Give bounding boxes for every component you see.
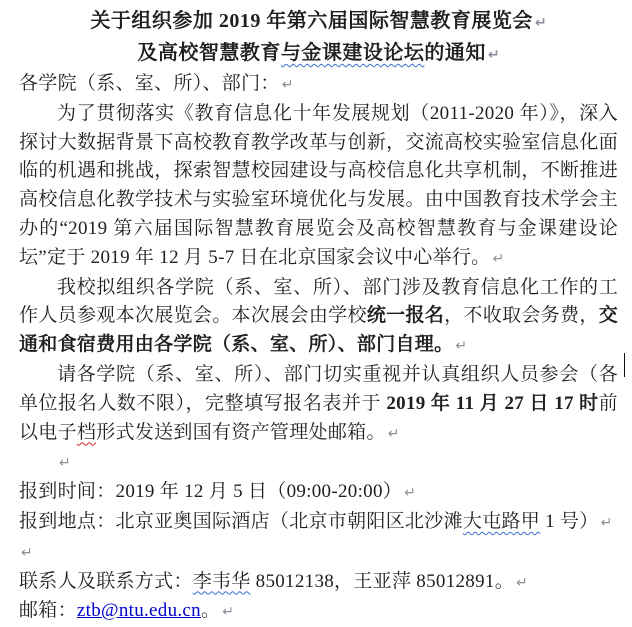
empty-paragraph — [19, 448, 618, 478]
policy-bold-expenses: 交通和食宿费用由各学院（系、室、所）、部门自理。 — [19, 305, 619, 356]
policy-text-2: ，不收取会务费， — [444, 305, 599, 327]
spellcheck-flagged-name: 李韦华 — [192, 570, 251, 592]
paragraph-mark-icon: ↵ — [281, 77, 294, 93]
title-text-2-post: 的通知 — [424, 42, 486, 64]
email-label: 邮箱： — [19, 600, 77, 622]
spellcheck-flagged-text: 与金课建设论坛 — [280, 42, 425, 64]
policy-bold-unified-signup: 统一报名 — [366, 305, 445, 327]
paragraph-mark-icon: ↵ — [600, 514, 613, 531]
paragraph-mark-icon: ↵ — [222, 604, 235, 621]
paragraph-mark-icon: ↵ — [487, 47, 500, 63]
paragraph-intro — [19, 100, 618, 274]
checkin-time-line — [19, 478, 618, 508]
checkin-place-line — [19, 508, 618, 538]
title-text-1: 关于组织参加 2019 年第六届国际智慧教育展览会 — [90, 10, 533, 32]
deadline-text-1: 请各学院（系、室、所）、部门切实重视并认真组织人员参会（各单位报名人数不限），完整填写报名表并于 — [19, 363, 618, 414]
checkin-time-value: 2019 年 12 月 5 日（09:00-20:00） — [115, 481, 403, 503]
document-title-line-1 — [19, 6, 618, 38]
checkin-place-text-post: 1 号） — [540, 510, 599, 532]
contact-numbers: 85012138，王亚萍 85012891。 — [250, 570, 515, 592]
title-text-2-pre: 及高校智慧教育 — [137, 42, 281, 64]
document-title-line-2 — [19, 38, 618, 70]
paragraph-mark-icon: ↵ — [21, 544, 33, 561]
paragraph-deadline — [19, 361, 618, 448]
checkin-time-label: 报到时间： — [19, 481, 116, 503]
email-link[interactable]: ztb@ntu.edu.cn — [76, 600, 201, 622]
text-cursor — [624, 353, 625, 377]
deadline-text-2: 前以电子 — [19, 392, 618, 443]
deadline-bold-date: 2019 年 11 月 27 日 17 时 — [386, 392, 599, 414]
paragraph-mark-icon: ↵ — [492, 250, 505, 267]
email-suffix: 。 — [200, 600, 221, 622]
salutation-line — [19, 70, 618, 100]
paragraph-mark-icon: ↵ — [534, 15, 547, 31]
paragraph-mark-icon: ↵ — [455, 338, 468, 355]
paragraph-mark-icon: ↵ — [516, 574, 528, 591]
contact-label: 联系人及联系方式： — [19, 570, 193, 592]
checkin-place-text: 报到地点：北京亚奥国际酒店（北京市朝阳区北沙滩 — [19, 510, 463, 532]
paragraph-registration-policy — [19, 274, 618, 361]
empty-paragraph — [19, 538, 618, 568]
paragraph-mark-icon: ↵ — [404, 485, 416, 502]
paragraph-intro-text: 为了贯彻落实《教育信息化十年发展规划（2011-2020 年）》，深入探讨大数据背景下高校教育教学改革与创新，交流高校实验室信息化面临的机遇和挑战，探索智慧校园建设与高校信息化共享机制，不断推进高校信息化教学技术与实验室环境优化与发展。由中国教育技术学会主办的“2019 第六届国际智慧教育展览会及高校智慧教育与金课建设论坛”定于 2019 年 12 月 5-7 日在北京国家会议中心举行。 — [19, 102, 618, 268]
email-line — [19, 597, 618, 627]
paragraph-mark-icon: ↵ — [387, 425, 400, 442]
salutation-text: 各学院（系、室、所）、部门： — [19, 73, 280, 94]
spellcheck-flagged-address: 大屯路甲 — [462, 510, 541, 532]
spellcheck-flagged-char: 档 — [76, 421, 97, 443]
deadline-text-3: 形式发送到国有资产管理处邮箱。 — [96, 421, 386, 443]
paragraph-mark-icon: ↵ — [59, 455, 71, 472]
policy-text-1: 我校拟组织各学院（系、室、所）、部门涉及教育信息化工作的工作人员参观本次展览会。本次展会由学校 — [19, 276, 618, 327]
contact-line — [19, 568, 618, 598]
